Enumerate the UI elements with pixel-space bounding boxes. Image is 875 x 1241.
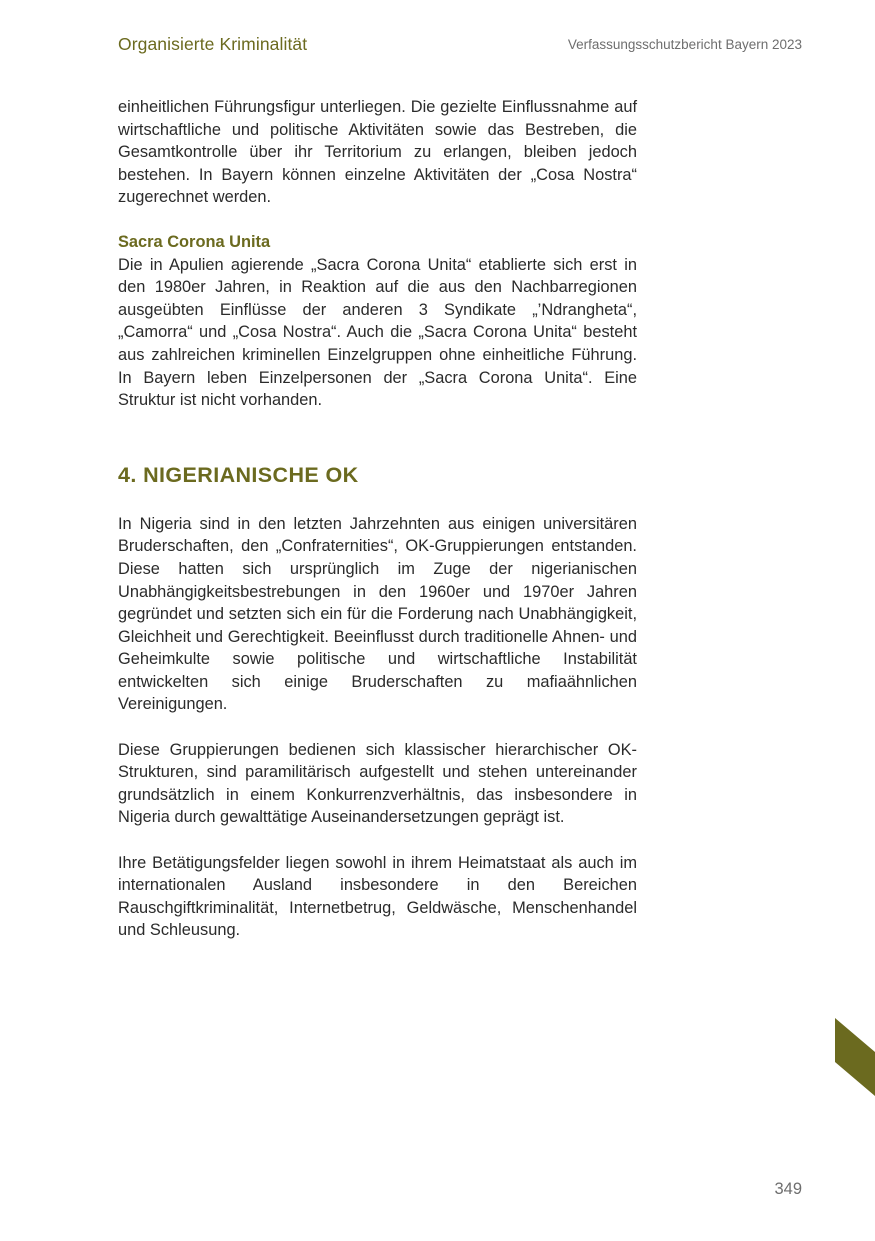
body-paragraph-1: In Nigeria sind in den letzten Jahrzehnten aus einigen universitären Bruderschaften, den „Confraternities“, OK-Gruppierungen entstanden. Diese hatten sich ursprünglich im Zuge der nigerianischen Unabhängigkeitsbestrebungen in den 1960er und 1970er Jahren gegründet und setzten sich ein für die Forderung nach Unabhängigkeit, Gleichheit und Gerechtigkeit. Beeinflusst durch traditionelle Ahnen- und Geheimkulte sowie politische und wirtschaftliche Instabilität entwickelten sich einige Bruderschaften zu mafiaähnlichen Vereinigungen. <box>118 514 637 714</box>
subheading-sacra-corona-unita: Sacra Corona Unita <box>118 232 271 251</box>
body-paragraph-3: Ihre Betätigungsfelder liegen sowohl in ihrem Heimatstaat als auch im internationalen Ausland insbesondere in den Bereichen Rauschgiftkriminalität, Internetbetrug, Geldwäsche, Menschenhandel und Schleusung. <box>118 853 637 940</box>
sacra-corona-unita-paragraph: Die in Apulien agierende „Sacra Corona Unita“ etablierte sich erst in den 1980er Jahren, in Reaktion auf die aus den Nachbarregionen ausgeübten Einflüsse der anderen 3 Syndikate „’Ndrangheta“, „Camorra“ und „Cosa Nostra“. Auch die „Sacra Corona Unita“ besteht aus zahlreichen kriminellen Einzelgruppen ohne einheitliche Führung. In Bayern leben Einzelpersonen der „Sacra Corona Unita“. Eine Struktur ist nicht vorhanden. <box>118 255 637 410</box>
page-content <box>118 96 637 942</box>
running-header-section: Organisierte Kriminalität <box>118 34 308 54</box>
page-number: 349 <box>774 1180 802 1198</box>
section-heading: 4. NIGERIANISCHE OK <box>118 462 359 487</box>
body-paragraph-2: Diese Gruppierungen bedienen sich klassischer hierarchischer OK-Strukturen, sind paramilitärisch aufgestellt und stehen untereinander grundsätzlich in einem Konkurrenzverhältnis, das insbesondere in Nigeria durch gewalttätige Auseinandersetzungen geprägt ist. <box>118 740 637 827</box>
chapter-tab-marker <box>835 1018 875 1096</box>
running-header-publication: Verfassungsschutzbericht Bayern 2023 <box>567 37 802 52</box>
intro-paragraph: einheitlichen Führungsfigur unterliegen. Die gezielte Einflussnahme auf wirtschaftliche und politische Aktivitäten sowie das Bestreben, die Gesamtkontrolle über ihr Territorium zu erlangen, bleiben jedoch bestehen. In Bayern können einzelne Aktivitäten der „Cosa Nostra“ zugerechnet werden. <box>118 98 637 207</box>
